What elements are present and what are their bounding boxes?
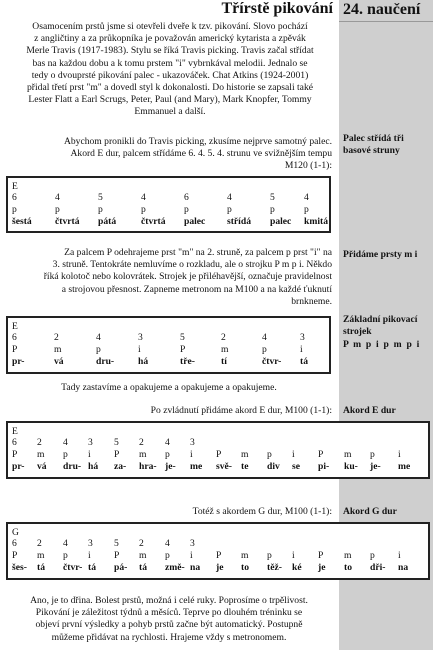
side-label-g-dur: Akord G dur — [343, 506, 397, 517]
syllable: me — [398, 461, 411, 472]
finger: P — [12, 449, 18, 460]
lesson-number: 24. naučení — [343, 1, 421, 18]
finger: p — [262, 344, 267, 355]
string-number: 6 — [12, 538, 17, 549]
syllable: pi- — [318, 461, 330, 472]
syllable: pr- — [12, 356, 25, 367]
finger: P — [12, 344, 18, 355]
side-label-prsty: Přidáme prsty m i — [343, 249, 418, 260]
syllable: há — [88, 461, 99, 472]
section2-line: brnkneme. — [291, 295, 332, 307]
syllable: tí — [221, 356, 227, 367]
finger: i — [300, 344, 303, 355]
syllable: na — [398, 562, 409, 573]
string-number: 6 — [184, 192, 189, 203]
finger: p — [141, 204, 146, 215]
finger: p — [270, 204, 275, 215]
string-number: 5 — [98, 192, 103, 203]
string-number: 4 — [96, 332, 101, 343]
intro-line: z angličtiny a za průkopníka je považován americký kytarista a zpěvák — [34, 33, 306, 45]
finger: p — [165, 449, 170, 460]
outro-line: Pikování je záležitost týdnů a měsíců. Teprve po dlouhém tréninku se — [35, 607, 303, 619]
syllable: hra- — [139, 461, 157, 472]
syllable: je- — [165, 461, 176, 472]
tab-box-1 — [6, 176, 331, 233]
syllable: čtvrtá — [141, 216, 166, 227]
string-number: 2 — [37, 437, 42, 448]
syllable: pátá — [98, 216, 117, 227]
string-number: 4 — [55, 192, 60, 203]
intro-line: Osamocením prstů jsme si otevřeli dveře k tzv. pikování. Slovo pochází — [32, 21, 308, 32]
finger: P — [318, 550, 324, 561]
finger: i — [398, 449, 401, 460]
tab-box-3 — [6, 421, 430, 479]
intro-line: Emmanuel a další. — [134, 106, 206, 118]
string-number: 2 — [139, 538, 144, 549]
section2-line: a strojovou přesnost. Zapneme metronom na M100 a na každé ťuknutí — [61, 283, 332, 295]
finger: p — [184, 204, 189, 215]
finger: i — [292, 550, 295, 561]
finger: m — [344, 550, 352, 561]
tab-box-2 — [6, 316, 331, 374]
finger: m — [54, 344, 62, 355]
syllable: kmitá — [304, 216, 328, 227]
string-number: 2 — [37, 538, 42, 549]
string-number: 4 — [141, 192, 146, 203]
section2-line: Za palcem P odehrajeme prst "m" na 2. struně, za palcem p prst "i" na — [64, 247, 332, 258]
finger: m — [241, 449, 249, 460]
intro-line: bas na každou dobu a k tomu prstem "i" vybrnkával melodii. Jednalo se — [32, 57, 308, 69]
section2-text — [6, 247, 332, 308]
finger: p — [267, 550, 272, 561]
syllable: ké — [292, 562, 302, 573]
finger: m — [37, 449, 45, 460]
page-title: Třírstě pikování — [221, 0, 333, 17]
section1-line: M120 (1-1): — [284, 160, 332, 172]
section2-after: Tady zastavíme a opakujeme a opakujeme a opakujeme. — [61, 382, 277, 393]
finger: p — [12, 204, 17, 215]
string-number: 6 — [12, 437, 17, 448]
string-number: 6 — [12, 192, 17, 203]
syllable: svě- — [216, 461, 232, 472]
string-number: 6 — [12, 332, 17, 343]
chord-label: E — [12, 181, 18, 192]
syllable: to — [344, 562, 352, 573]
finger: m — [37, 550, 45, 561]
finger: m — [139, 449, 147, 460]
string-number: 5 — [114, 437, 119, 448]
syllable: čtvr- — [262, 356, 282, 367]
finger: p — [165, 550, 170, 561]
syllable: střídá — [227, 216, 251, 227]
string-number: 4 — [165, 538, 170, 549]
finger: P — [318, 449, 324, 460]
string-number: 3 — [88, 437, 93, 448]
syllable: tá — [37, 562, 45, 573]
string-number: 4 — [63, 437, 68, 448]
finger: i — [138, 344, 141, 355]
syllable: vá — [54, 356, 64, 367]
finger: P — [12, 550, 18, 561]
section1-line: Abychom pronikli do Travis picking, zkusíme nejprve samotný palec. — [63, 136, 332, 147]
string-number: 4 — [63, 538, 68, 549]
section1-text — [6, 136, 332, 173]
syllable: pá- — [114, 562, 128, 573]
chord-label: E — [12, 321, 18, 332]
outro-line: Ano, je to dřina. Bolest prstů, možná i celé ruky. Poprosíme o trpělivost. — [30, 595, 308, 606]
syllable: je — [216, 562, 224, 573]
intro-line: tedy o dvouprsté pikování palec - ukazováček. Chat Atkins (1924-2001) — [31, 69, 309, 81]
syllable: těž- — [267, 562, 282, 573]
finger: p — [98, 204, 103, 215]
syllable: tá — [88, 562, 96, 573]
finger: i — [292, 449, 295, 460]
side-label-strojek: Základní pikovací strojek — [343, 314, 418, 337]
finger: P — [216, 449, 222, 460]
finger: i — [88, 449, 91, 460]
string-number: 2 — [221, 332, 226, 343]
section3-intro: Po zvládnutí přidáme akord E dur, M100 (1-1): — [150, 405, 332, 416]
string-number: 3 — [138, 332, 143, 343]
syllable: dru- — [96, 356, 115, 367]
string-number: 4 — [165, 437, 170, 448]
finger: p — [370, 449, 375, 460]
finger: i — [190, 449, 193, 460]
string-number: 2 — [139, 437, 144, 448]
syllable: tře- — [180, 356, 195, 367]
string-number: 4 — [227, 192, 232, 203]
syllable: je — [318, 562, 326, 573]
finger: p — [63, 550, 68, 561]
syllable: há — [138, 356, 149, 367]
syllable: pr- — [12, 461, 25, 472]
side-label-pattern: P m p i p m p i — [343, 339, 421, 350]
finger: p — [267, 449, 272, 460]
finger: m — [221, 344, 229, 355]
string-number: 5 — [180, 332, 185, 343]
finger: P — [216, 550, 222, 561]
syllable: palec — [270, 216, 292, 227]
outro-line: objeví první výsledky a pohyb prstů začne být automatický. Postupně — [35, 619, 303, 631]
finger: P — [180, 344, 186, 355]
chord-label: E — [12, 426, 18, 437]
syllable: změ- — [165, 562, 185, 573]
syllable: tá — [300, 356, 308, 367]
syllable: šes- — [12, 562, 27, 573]
outro-paragraph — [6, 595, 332, 644]
syllable: šestá — [12, 216, 32, 227]
finger: m — [241, 550, 249, 561]
syllable: čtvrtá — [55, 216, 80, 227]
syllable: na — [190, 562, 201, 573]
finger: p — [63, 449, 68, 460]
string-number: 5 — [114, 538, 119, 549]
string-number: 3 — [190, 437, 195, 448]
syllable: tá — [139, 562, 147, 573]
syllable: ku- — [344, 461, 358, 472]
string-number: 3 — [300, 332, 305, 343]
finger: p — [55, 204, 60, 215]
string-number: 3 — [190, 538, 195, 549]
section1-line: Akord E dur, palcem střídáme 6. 4. 5. 4. strunu ve svižnějším tempu — [70, 148, 332, 160]
finger: P — [114, 449, 120, 460]
finger: p — [96, 344, 101, 355]
syllable: te — [241, 461, 249, 472]
string-number: 3 — [88, 538, 93, 549]
intro-line: Merle Travis (1917-1983). Stylu se říká Travis picking. Travis začal střídat — [26, 45, 314, 57]
syllable: se — [292, 461, 300, 472]
syllable: dru- — [63, 461, 82, 472]
syllable: dři- — [370, 562, 386, 573]
syllable: div — [267, 461, 280, 472]
finger: p — [227, 204, 232, 215]
finger: i — [88, 550, 91, 561]
intro-paragraph — [6, 21, 334, 119]
string-number: 2 — [54, 332, 59, 343]
syllable: čtvr- — [63, 562, 83, 573]
syllable: je- — [370, 461, 381, 472]
finger: i — [190, 550, 193, 561]
syllable: me — [190, 461, 203, 472]
finger: P — [114, 550, 120, 561]
string-number: 5 — [270, 192, 275, 203]
section4-intro: Totéž s akordem G dur, M100 (1-1): — [192, 506, 332, 517]
tab-box-4 — [6, 522, 430, 580]
syllable: vá — [37, 461, 47, 472]
finger: p — [304, 204, 309, 215]
chord-label: G — [12, 527, 19, 538]
syllable: palec — [184, 216, 206, 227]
syllable: za- — [114, 461, 127, 472]
string-number: 4 — [304, 192, 309, 203]
finger: m — [344, 449, 352, 460]
section2-line: 3. struně. Tentokráte nemluvíme o rozkladu, ale o strojku P m p i. Někdo — [52, 259, 332, 271]
side-label-e-dur: Akord E dur — [343, 405, 396, 416]
syllable: to — [241, 562, 249, 573]
section2-line: říká kolotoč nebo kolovrátek. Strojek je přiléhavější, označuje pravidelnost — [43, 271, 332, 283]
side-label-palec: Palec střídá tři basové struny — [343, 133, 404, 156]
finger: m — [139, 550, 147, 561]
intro-line: Lester Flatt a Earl Scrugs, Peter, Paul (and Mary), Mark Knopfer, Tommy — [28, 94, 312, 106]
intro-line: přidal třetí prst "m" a dovedl styl k dokonalosti. Do historie se zapsali také — [27, 82, 313, 94]
outro-line: můžeme přidávat na rychlosti. Hrajeme vždy s metronomem. — [51, 631, 287, 643]
string-number: 4 — [262, 332, 267, 343]
finger: i — [398, 550, 401, 561]
finger: p — [370, 550, 375, 561]
